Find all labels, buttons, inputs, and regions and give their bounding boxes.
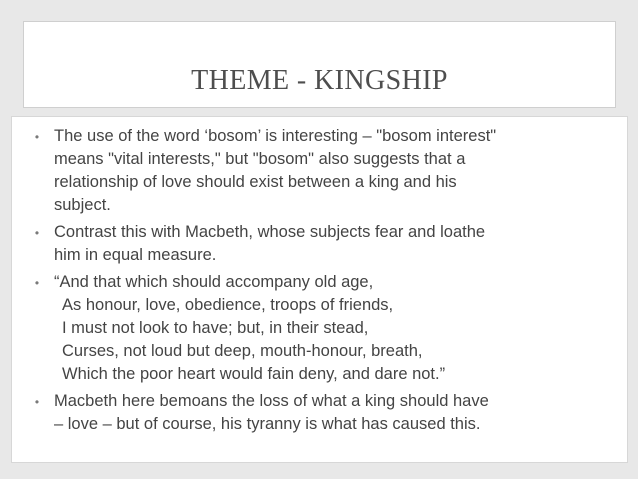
slide-title: THEME - KINGSHIP bbox=[191, 65, 448, 96]
quote-line: Which the poor heart would fain deny, and dare not.” bbox=[62, 365, 446, 383]
bullet-line: Macbeth here bemoans the loss of what a king should have bbox=[54, 392, 489, 410]
bullet-icon: • bbox=[34, 276, 40, 290]
bullet-line: – love – but of course, his tyranny is what has caused this. bbox=[54, 415, 481, 433]
bullet-line: subject. bbox=[54, 196, 111, 214]
quote-line: “And that which should accompany old age, bbox=[54, 273, 374, 291]
bullet-line: Contrast this with Macbeth, whose subjects fear and loathe bbox=[54, 223, 486, 241]
bullet-list bbox=[30, 125, 620, 440]
quote-line: As honour, love, obedience, troops of friends, bbox=[62, 296, 394, 314]
title-box bbox=[23, 21, 616, 108]
quote-line: I must not look to have; but, in their stead, bbox=[62, 319, 369, 337]
bullet-line: The use of the word ‘bosom’ is interesting – "bosom interest" bbox=[54, 127, 497, 145]
bullet-item bbox=[30, 271, 620, 386]
bullet-line: means "vital interests," but "bosom" also suggests that a bbox=[54, 150, 466, 168]
bullet-item bbox=[30, 390, 620, 436]
bullet-icon: • bbox=[34, 226, 40, 240]
bullet-item bbox=[30, 125, 620, 217]
bullet-line: him in equal measure. bbox=[54, 246, 217, 264]
bullet-item bbox=[30, 221, 620, 267]
bullet-icon: • bbox=[34, 395, 40, 409]
bullet-line: relationship of love should exist between a king and his bbox=[54, 173, 457, 191]
quote-line: Curses, not loud but deep, mouth-honour, breath, bbox=[62, 342, 423, 360]
content-box bbox=[11, 116, 628, 463]
bullet-icon: • bbox=[34, 130, 40, 144]
